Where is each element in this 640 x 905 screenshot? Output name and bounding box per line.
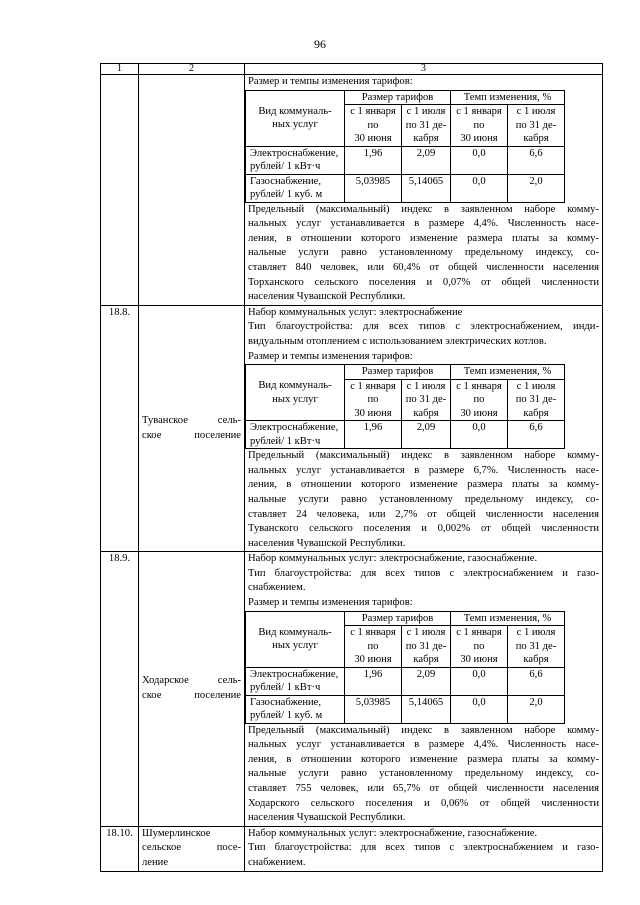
limit-index-text: ления, в отношении которого изменение размера платы за комму-	[248, 753, 599, 765]
improvement-type-text: снабжением.	[248, 857, 306, 868]
limit-index-text: нальные услуги равно установленному предельному индексу, со-	[248, 493, 599, 505]
tariff-kind-header-line: Вид коммуналь-	[258, 626, 332, 638]
tariff-period-line: по	[367, 119, 379, 131]
settlement-name-line: ское поселение	[142, 690, 241, 702]
table-row	[101, 75, 603, 306]
tariff-service-line: рублей/ 1 куб. м	[250, 189, 323, 201]
tariff-period-header	[508, 379, 565, 421]
improvement-type-text: Тип благоустройства: для всех типов с электроснабжением, инди-	[248, 321, 599, 333]
settlement-name	[139, 305, 245, 552]
tariff-period-line: 30 июня	[460, 407, 498, 419]
tariff-size-header: Размер тарифов	[345, 90, 451, 105]
tariff-kind-header	[246, 90, 345, 146]
tariff-period-line: 30 июня	[354, 407, 392, 419]
tariff-service-name	[246, 695, 345, 723]
tariff-rate-header: Темп изменения, %	[451, 365, 565, 380]
municipal-services-table	[100, 63, 603, 872]
tariff-period-line: 30 июня	[354, 654, 392, 666]
service-set-text: Набор коммунальных услуг: электроснабжение, газоснабжение.	[248, 553, 538, 565]
row-details	[245, 305, 603, 552]
tariff-period-line: с 1 января	[350, 106, 396, 118]
tariff-table	[245, 90, 565, 203]
settlement-name-line: Туванское сель-	[142, 414, 241, 426]
tariff-kind-header	[246, 365, 345, 421]
tariff-rate-header: Темп изменения, %	[451, 90, 565, 105]
tariff-service-line: Газоснабжение,	[250, 175, 322, 187]
tariff-section-title: Размер и темпы изменения тарифов:	[248, 76, 413, 87]
tariff-period-line: кабря	[413, 133, 439, 145]
tariff-period-line: с 1 июля	[406, 627, 446, 639]
tariff-value: 2,09	[402, 667, 451, 695]
tariff-value: 6,6	[508, 667, 565, 695]
tariff-kind-header	[246, 611, 345, 667]
settlement-name	[139, 75, 245, 306]
limit-index-text: нальные услуги равно установленному предельному индексу, со-	[248, 768, 599, 780]
tariff-section-title: Размер и темпы изменения тарифов:	[248, 597, 413, 609]
improvement-type-text: снабжением.	[248, 582, 306, 594]
tariff-period-header	[402, 379, 451, 421]
limit-index-text: ставляет 755 человек, или 65,7% от общей численности населения	[248, 783, 599, 795]
tariff-kind-header-line: ных услуг	[272, 393, 318, 405]
tariff-rate-header: Темп изменения, %	[451, 611, 565, 626]
tariff-value: 2,0	[508, 695, 565, 723]
tariff-period-header	[451, 379, 508, 421]
limit-index-text: нальные услуги равно установленному предельному индексу, со-	[248, 247, 599, 259]
tariff-period-line: по 31 де-	[405, 119, 447, 131]
tariff-value: 2,0	[508, 174, 565, 202]
improvement-type-text: Тип благоустройства: для всех типов с электроснабжением и газо-	[248, 842, 599, 854]
limit-index-text: Предельный (максимальный) индекс в заявленном наборе комму-	[248, 203, 599, 215]
tariff-period-line: по 31 де-	[515, 119, 557, 131]
tariff-period-line: с 1 июля	[406, 380, 446, 392]
tariff-value: 1,96	[345, 667, 402, 695]
limit-index-text: Предельный (максимальный) индекс в заявленном наборе комму-	[248, 724, 599, 736]
tariff-period-header	[402, 105, 451, 147]
column-number-1: 1	[101, 64, 139, 75]
tariff-service-line: Электроснабжение,	[250, 147, 339, 159]
tariff-value: 5,03985	[345, 174, 402, 202]
tariff-period-line: по	[473, 640, 485, 652]
tariff-service-line: Электроснабжение,	[250, 422, 339, 434]
tariff-value: 5,14065	[402, 174, 451, 202]
limit-index-text: ставляет 24 человека, или 2,7% от общей численности населения	[248, 508, 599, 520]
tariff-service-name	[246, 421, 345, 449]
tariff-service-name	[246, 174, 345, 202]
row-details	[245, 826, 603, 871]
tariff-row	[246, 174, 565, 202]
improvement-type-text: видуальным отоплением с использованием электрических котлов.	[248, 335, 547, 347]
tariff-service-line: Газоснабжение,	[250, 696, 322, 708]
column-number-2: 2	[139, 64, 245, 75]
tariff-period-line: кабря	[523, 133, 549, 145]
tariff-period-line: с 1 января	[456, 106, 502, 118]
tariff-row	[246, 667, 565, 695]
tariff-period-header	[345, 626, 402, 668]
tariff-period-line: по	[473, 119, 485, 131]
settlement-name-line: Ходарское сель-	[142, 675, 241, 687]
tariff-period-line: по	[367, 640, 379, 652]
settlement-name	[139, 552, 245, 827]
tariff-row	[246, 146, 565, 174]
column-number-3: 3	[245, 64, 603, 75]
tariff-period-line: кабря	[413, 654, 439, 666]
tariff-period-line: по 31 де-	[405, 394, 447, 406]
tariff-kind-header-line: ных услуг	[272, 119, 318, 131]
tariff-period-line: по	[367, 394, 379, 406]
tariff-value: 1,96	[345, 146, 402, 174]
tariff-service-name	[246, 667, 345, 695]
tariff-size-header: Размер тарифов	[345, 611, 451, 626]
limit-index-text: ления, в отношении которого изменение размера платы за комму-	[248, 232, 599, 244]
tariff-period-line: по 31 де-	[405, 640, 447, 652]
tariff-table	[245, 611, 565, 724]
service-set-text: Набор коммунальных услуг: электроснабжение	[248, 306, 463, 318]
tariff-period-line: кабря	[413, 407, 439, 419]
tariff-period-line: 30 июня	[460, 654, 498, 666]
tariff-value: 0,0	[451, 421, 508, 449]
tariff-header-row	[246, 365, 565, 380]
tariff-value: 5,03985	[345, 695, 402, 723]
tariff-value: 6,6	[508, 146, 565, 174]
tariff-period-header	[451, 105, 508, 147]
tariff-period-line: кабря	[523, 654, 549, 666]
limit-index-text: ления, в отношении которого изменение размера платы за комму-	[248, 479, 599, 491]
tariff-period-header	[345, 379, 402, 421]
tariff-service-line: рублей/ 1 куб. м	[250, 710, 323, 722]
tariff-period-line: с 1 января	[350, 627, 396, 639]
row-number: 18.9.	[101, 552, 139, 827]
settlement-name-line: ление	[142, 857, 169, 868]
limit-index-text: Предельный (максимальный) индекс в заявленном наборе комму-	[248, 450, 599, 462]
tariff-value: 6,6	[508, 421, 565, 449]
tariff-period-line: с 1 января	[350, 380, 396, 392]
limit-index-text: нальных услуг устанавливается в размере 4,4%. Численность насе-	[248, 739, 599, 751]
tariff-kind-header-line: Вид коммуналь-	[258, 105, 332, 117]
table-row	[101, 552, 603, 827]
tariff-row	[246, 421, 565, 449]
tariff-period-line: кабря	[523, 407, 549, 419]
row-number: 18.10.	[101, 826, 139, 871]
settlement-name-line: Шумерлинское	[142, 827, 211, 839]
tariff-value: 0,0	[451, 146, 508, 174]
tariff-period-line: с 1 января	[456, 627, 502, 639]
tariff-value: 0,0	[451, 695, 508, 723]
row-number	[101, 75, 139, 306]
tariff-service-line: рублей/ 1 кВт·ч	[250, 435, 321, 447]
tariff-service-line: рублей/ 1 кВт·ч	[250, 161, 321, 173]
limit-index-text: Торханского сельского поселения и 0,07% от общей численности	[248, 276, 599, 288]
limit-index-text: населения Чувашской Республики.	[248, 537, 406, 549]
tariff-value: 0,0	[451, 174, 508, 202]
settlement-name	[139, 826, 245, 871]
tariff-period-line: с 1 июля	[406, 106, 446, 118]
tariff-row	[246, 695, 565, 723]
tariff-kind-header-line: Вид коммуналь-	[258, 380, 332, 392]
tariff-period-header	[508, 105, 565, 147]
tariff-service-line: Электроснабжение,	[250, 668, 339, 680]
limit-index-text: Туванского сельского поселения и 0,002% от общей численности	[248, 523, 599, 535]
tariff-service-line: рублей/ 1 кВт·ч	[250, 682, 321, 694]
tariff-header-row	[246, 611, 565, 626]
tariff-service-name	[246, 146, 345, 174]
limit-index-text: населения Чувашской Республики.	[248, 812, 406, 824]
tariff-period-line: с 1 июля	[516, 380, 556, 392]
tariff-section-title: Размер и темпы изменения тарифов:	[248, 350, 413, 362]
settlement-name-line: сельское посе-	[142, 842, 241, 854]
tariff-period-line: с 1 июля	[516, 627, 556, 639]
tariff-period-header	[451, 626, 508, 668]
row-details	[245, 552, 603, 827]
improvement-type-text: Тип благоустройства: для всех типов с электроснабжением и газо-	[248, 567, 599, 579]
tariff-value: 2,09	[402, 146, 451, 174]
tariff-period-line: 30 июня	[354, 133, 392, 145]
tariff-period-line: по	[473, 394, 485, 406]
tariff-table	[245, 364, 565, 449]
tariff-value: 1,96	[345, 421, 402, 449]
table-row	[101, 305, 603, 552]
row-details	[245, 75, 603, 306]
tariff-period-header	[402, 626, 451, 668]
limit-index-text: нальных услуг устанавливается в размере 6,7%. Численность насе-	[248, 464, 599, 476]
column-number-row	[101, 64, 603, 75]
service-set-text: Набор коммунальных услуг: электроснабжение, газоснабжение.	[248, 827, 538, 839]
tariff-value: 5,14065	[402, 695, 451, 723]
tariff-period-header	[508, 626, 565, 668]
settlement-name-line: ское поселение	[142, 429, 241, 441]
page-number: 96	[314, 37, 326, 51]
tariff-value: 2,09	[402, 421, 451, 449]
tariff-period-line: с 1 января	[456, 380, 502, 392]
tariff-size-header: Размер тарифов	[345, 365, 451, 380]
limit-index-text: Ходарского сельского поселения и 0,06% от общей численности	[248, 797, 599, 809]
tariff-period-line: по 31 де-	[515, 640, 557, 652]
row-number: 18.8.	[101, 305, 139, 552]
tariff-header-row	[246, 90, 565, 105]
limit-index-text: населения Чувашской Республики.	[248, 291, 406, 303]
tariff-period-header	[345, 105, 402, 147]
tariff-kind-header-line: ных услуг	[272, 640, 318, 652]
limit-index-text: ставляет 840 человек, или 60,4% от общей численности населения	[248, 261, 599, 273]
limit-index-text: нальных услуг устанавливается в размере 4,4%. Численность насе-	[248, 218, 599, 230]
table-row	[101, 826, 603, 871]
tariff-value: 0,0	[451, 667, 508, 695]
tariff-period-line: по 31 де-	[515, 394, 557, 406]
tariff-period-line: 30 июня	[460, 133, 498, 145]
tariff-period-line: с 1 июля	[516, 106, 556, 118]
